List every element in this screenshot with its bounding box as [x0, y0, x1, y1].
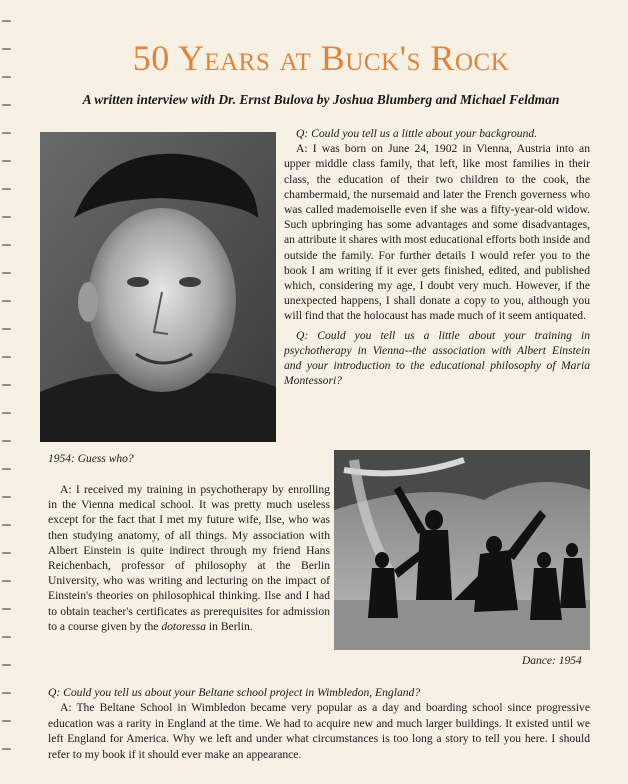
answer-beltane: A: The Beltane School in Wimbledon became very popular as a day and boarding school since progressive education was a rarity in England at the time. We had to acquire new and much larger buildings. It existed until we left England for America. Why we left and under what circumstances is too long a story to tell you here. I should refer to my book if it should ever make an appearance.: [48, 701, 590, 761]
portrait-photo: [40, 132, 276, 442]
bottom-section: [48, 685, 590, 762]
article-title: 50 Years at Buck's Rock: [132, 38, 510, 78]
question-beltane: Q: Could you tell us about your Beltane school project in Wimbledon, England?: [48, 686, 421, 699]
dance-photo: [334, 450, 590, 650]
answer-training-text: A: I received my training in psychotherapy by enrolling in the Vienna medical school. It was pretty much useless except for the fact that I met my future wife, Ilse, who was then studying anatomy, of all things. My association with Albert Einstein is quite indirect through my friend Hans Reichenbach, professor of philosophy at the Berlin University, who was writing and lecturing on the impact of Einstein's theories on philosophical thinking. Ilse and I had to obtain teacher's certificates as prerequisites for admission to a course given by the: [48, 483, 330, 633]
portrait-caption: 1954: Guess who?: [48, 453, 134, 465]
answer-training: [48, 482, 330, 634]
left-column: [48, 482, 330, 634]
right-column: [284, 126, 590, 388]
answer-background: A: I was born on June 24, 1902 in Vienna, Austria into an upper middle class family, that left, like most families in their class, the education of their two children to the cook, the chambermaid, the nursemaid and later the French governess who was called mademoiselle even if she was a fifty-year-old widow. Such upbringing has some advantages and some disadvantages, an attribute it shares with most educational efforts both inside and outside the family. For further details I would refer you to the book I am writing if it ever gets finished, edited, and published which, considering my age, I doubt very much. However, if the unexpected happens, I shall donate a copy to you, although you will find that the holocaust has made much of it seem antiquated.: [284, 142, 590, 323]
dance-caption: Dance: 1954: [522, 655, 582, 667]
article-subtitle: A written interview with Dr. Ernst Bulova by Joshua Blumberg and Michael Feldman: [82, 92, 560, 107]
question-training: Q: Could you tell us a little about your training in psychotherapy in Vienna--the association with Albert Einstein and your introduction to the educational philosophy of Maria Montessori?: [284, 328, 590, 388]
question-background: Q: Could you tell us a little about your background.: [296, 127, 538, 140]
answer-training-end: in Berlin.: [206, 619, 253, 633]
binder-holes: [0, 0, 14, 784]
dotoressa-term: dotoressa: [161, 619, 206, 633]
